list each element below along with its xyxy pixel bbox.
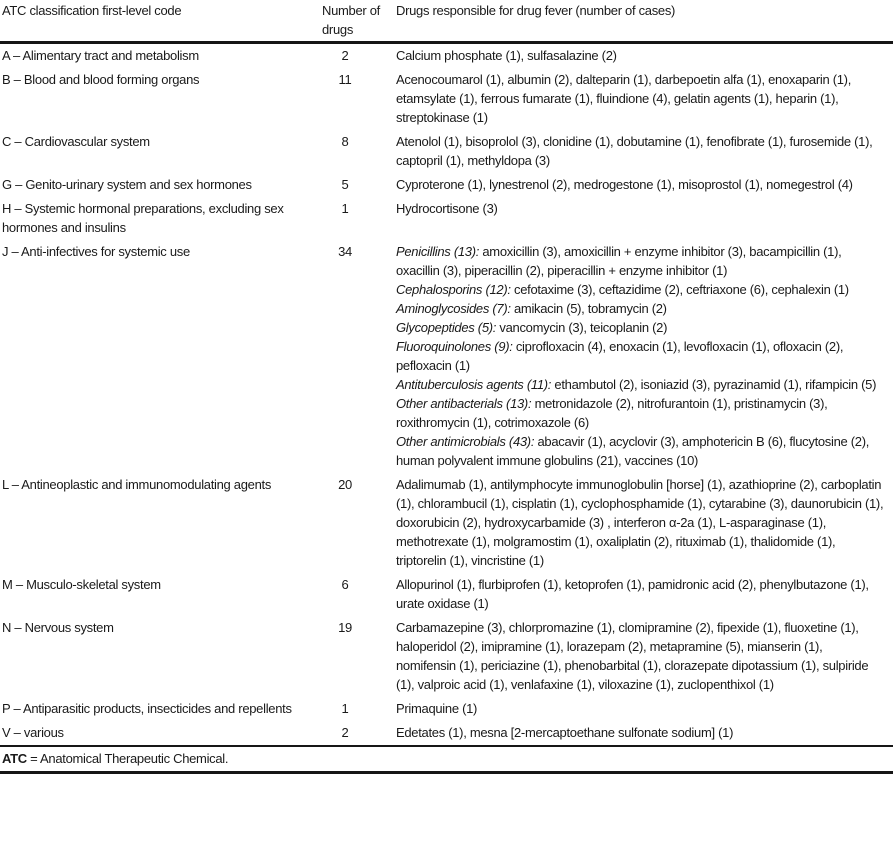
drug-list-segment: Hydrocortisone (3)	[396, 201, 498, 216]
cell-drug-list	[396, 173, 893, 197]
table-row	[0, 697, 893, 721]
table-row	[0, 721, 893, 745]
drug-list-segment: Primaquine (1)	[396, 701, 478, 716]
cell-number-of-drugs: 2	[341, 48, 349, 63]
cell-drug-list	[396, 616, 893, 697]
table-body	[0, 43, 893, 746]
cell-drug-list	[396, 68, 893, 130]
cell-drug-list	[396, 573, 893, 616]
drug-list-segment: Atenolol (1), bisoprolol (3), clonidine (1), dobutamine (1), fenofibrate (1), furosemide (1), captopril (1), methyldopa (3)	[396, 134, 873, 168]
cell-atc-code: V – various	[2, 725, 64, 740]
drug-group-label: Glycopeptides (5):	[396, 320, 497, 335]
drug-list-segment: Fluoroquinolones (9): ciprofloxacin (4), enoxacin (1), levofloxacin (1), ofloxacin (2), pefloxacin (1)	[396, 339, 844, 373]
cell-atc-code: A – Alimentary tract and metabolism	[2, 48, 199, 63]
header-row	[0, 0, 893, 43]
cell-number-of-drugs: 34	[338, 244, 352, 259]
cell-atc-code: N – Nervous system	[2, 620, 114, 635]
column-header-atc-code: ATC classification first-level code	[0, 0, 322, 43]
drug-list-segment: Other antibacterials (13): metronidazole (2), nitrofurantoin (1), pristinamycin (3), roxithromycin (1), cotrimoxazole (6)	[396, 396, 828, 430]
drug-group-label: Antituberculosis agents (11):	[396, 377, 552, 392]
table-row	[0, 573, 893, 616]
drug-list-segment: Aminoglycosides (7): amikacin (5), tobramycin (2)	[396, 301, 667, 316]
drug-list-segment: Edetates (1), mesna [2-mercaptoethane sulfonate sodium] (1)	[396, 725, 734, 740]
cell-number-of-drugs: 6	[341, 577, 349, 592]
cell-atc-code: C – Cardiovascular system	[2, 134, 150, 149]
table-row	[0, 43, 893, 69]
drug-list-segment: Antituberculosis agents (11): ethambutol (2), isoniazid (3), pyrazinamid (1), rifampicin (5)	[396, 377, 877, 392]
cell-number-of-drugs: 5	[341, 177, 349, 192]
drug-list-segment: Carbamazepine (3), chlorpromazine (1), clomipramine (2), fipexide (1), fluoxetine (1), haloperidol (2), imipramine (1), lorazepam (2), metapramine (5), mianserin (1), nomifensin (1), periciazine (1), phenobarbital (1), clorazepate dipotassium (1), sulpiride (1), valproic acid (1), venlafaxine (1), viloxazine (1), zuclopenthixol (1)	[396, 620, 869, 692]
cell-number-of-drugs: 20	[338, 477, 352, 492]
cell-drug-list	[396, 130, 893, 173]
cell-drug-list	[396, 240, 893, 473]
footnote-abbreviation: ATC	[2, 751, 27, 766]
table-row	[0, 616, 893, 697]
table-row	[0, 240, 893, 473]
table-row	[0, 68, 893, 130]
cell-atc-code: P – Antiparasitic products, insecticides and repellents	[2, 701, 292, 716]
drug-list-segment: Allopurinol (1), flurbiprofen (1), ketoprofen (1), pamidronic acid (2), phenylbutazone (1), urate oxidase (1)	[396, 577, 869, 611]
cell-atc-code: M – Musculo-skeletal system	[2, 577, 161, 592]
table-footnote	[0, 745, 893, 774]
cell-atc-code: G – Genito-urinary system and sex hormones	[2, 177, 252, 192]
cell-atc-code: L – Antineoplastic and immunomodulating agents	[2, 477, 272, 492]
cell-drug-list	[396, 43, 893, 69]
cell-atc-code: B – Blood and blood forming organs	[2, 72, 200, 87]
drug-group-label: Cephalosporins (12):	[396, 282, 511, 297]
cell-drug-list	[396, 721, 893, 745]
cell-drug-list	[396, 473, 893, 573]
cell-number-of-drugs: 19	[338, 620, 352, 635]
cell-number-of-drugs: 1	[341, 701, 349, 716]
drug-list-segment: Other antimicrobials (43): abacavir (1), acyclovir (3), amphotericin B (6), flucytosine (2), human polyvalent immune globulins (21), vaccines (10)	[396, 434, 870, 468]
drug-list-segment: Glycopeptides (5): vancomycin (3), teicoplanin (2)	[396, 320, 668, 335]
drug-group-label: Other antibacterials (13):	[396, 396, 532, 411]
drug-list-segment: Adalimumab (1), antilymphocyte immunoglobulin [horse] (1), azathioprine (2), carboplatin (1), chlorambucil (1), cisplatin (1), cyclophosphamide (1), cytarabine (3), daunorubicin (1), doxorubicin (2), hydroxycarbamide (3) , interferon α-2a (1), L-asparaginase (1), methotrexate (1), molgramostim (1), oxaliplatin (2), rituximab (1), thalidomide (1), triptorelin (1), vincristine (1)	[396, 477, 884, 568]
column-header-number-of-drugs: Number of drugs	[322, 0, 396, 43]
table-row	[0, 473, 893, 573]
cell-atc-code: J – Anti-infectives for systemic use	[2, 244, 190, 259]
column-header-drugs-responsible: Drugs responsible for drug fever (number of cases)	[396, 0, 893, 43]
drug-group-label: Other antimicrobials (43):	[396, 434, 535, 449]
drug-group-label: Aminoglycosides (7):	[396, 301, 511, 316]
table-row	[0, 173, 893, 197]
drug-list-segment: Penicillins (13): amoxicillin (3), amoxicillin + enzyme inhibitor (3), bacampicillin (1), oxacillin (3), piperacillin (2), piperacillin + enzyme inhibitor (1)	[396, 244, 842, 278]
table-row	[0, 197, 893, 240]
drug-list-segment: Cyproterone (1), lynestrenol (2), medrogestone (1), misoprostol (1), nomegestrol (4)	[396, 177, 853, 192]
cell-number-of-drugs: 2	[341, 725, 349, 740]
footnote-text: = Anatomical Therapeutic Chemical.	[26, 751, 229, 766]
cell-number-of-drugs: 11	[338, 72, 352, 87]
cell-number-of-drugs: 1	[341, 201, 349, 216]
drug-group-label: Penicillins (13):	[396, 244, 480, 259]
cell-drug-list	[396, 697, 893, 721]
cell-atc-code: H – Systemic hormonal preparations, excluding sex hormones and insulins	[2, 201, 284, 235]
table-row	[0, 130, 893, 173]
cell-drug-list	[396, 197, 893, 240]
drug-group-label: Fluoroquinolones (9):	[396, 339, 513, 354]
drug-list-segment: Calcium phosphate (1), sulfasalazine (2)	[396, 48, 617, 63]
drug-list-segment: Acenocoumarol (1), albumin (2), dalteparin (1), darbepoetin alfa (1), enoxaparin (1), etamsylate (1), ferrous fumarate (1), fluindione (4), gelatin agents (1), heparin (1), streptokinase (1)	[396, 72, 852, 125]
drug-list-segment: Cephalosporins (12): cefotaxime (3), ceftazidime (2), ceftriaxone (6), cephalexin (1)	[396, 282, 849, 297]
cell-number-of-drugs: 8	[341, 134, 349, 149]
